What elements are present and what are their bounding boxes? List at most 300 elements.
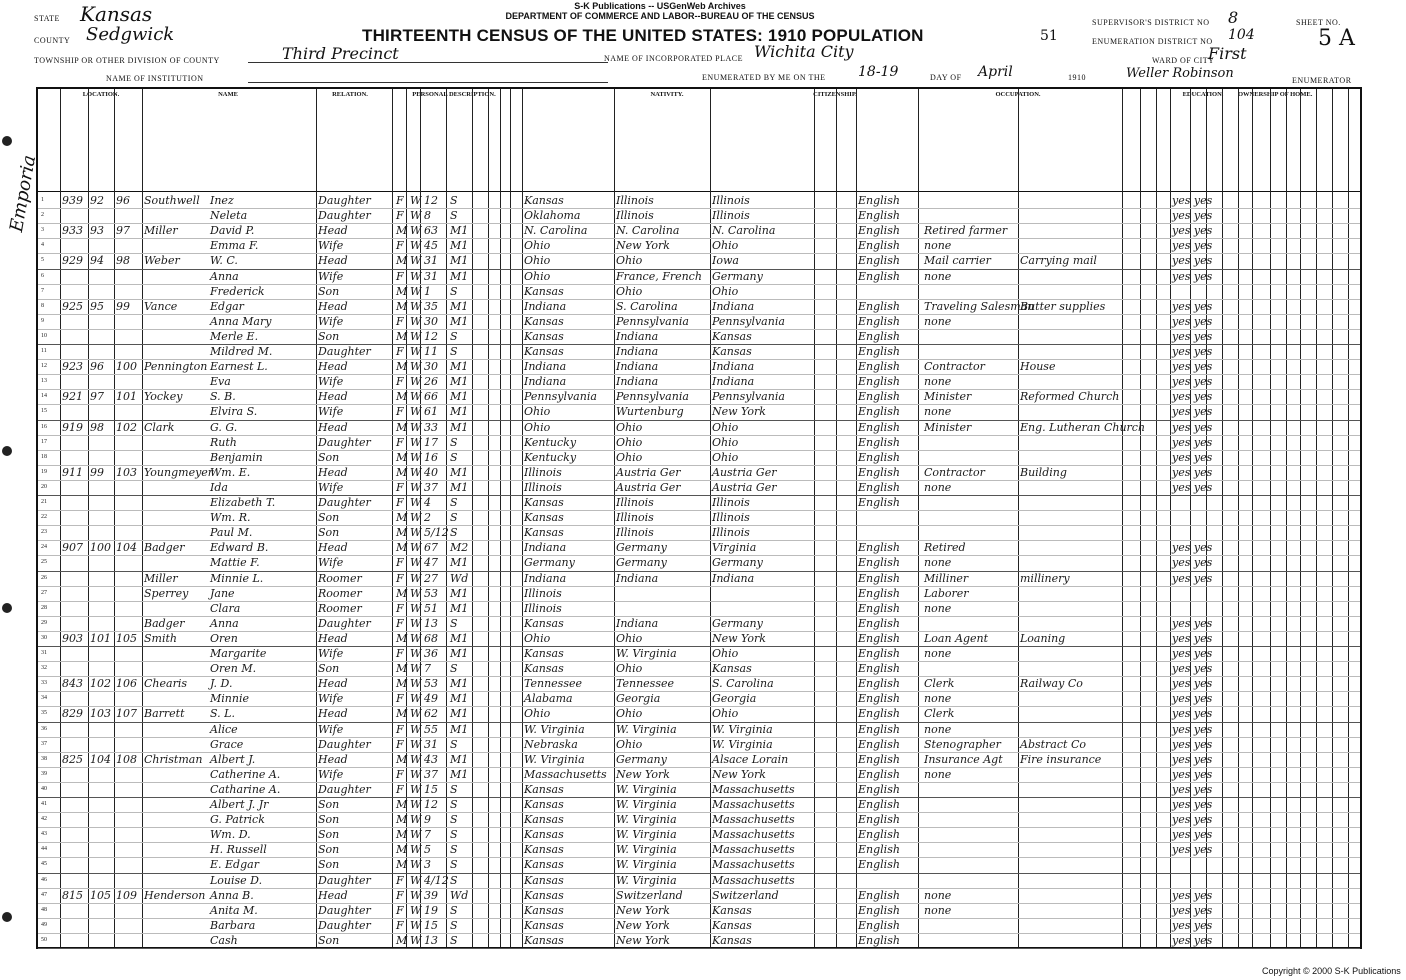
cell-age: 4/12 bbox=[424, 873, 449, 887]
cell-edu: yes yes bbox=[1172, 556, 1213, 570]
cell-lang: English bbox=[858, 299, 900, 313]
cell-edu: yes yes bbox=[1172, 798, 1213, 811]
header-education: EDUCATION. bbox=[1182, 91, 1224, 98]
cell-house: 921 bbox=[62, 390, 83, 404]
cell-lang: English bbox=[858, 918, 900, 932]
cell-age: 36 bbox=[424, 647, 438, 660]
sheet-corner-number: 51 bbox=[1040, 28, 1058, 44]
cell-lang: English bbox=[858, 858, 900, 872]
cell-pob: Kansas bbox=[524, 813, 564, 827]
cell-dwell: 105 bbox=[90, 888, 111, 902]
cell-fpob: Illinois bbox=[616, 496, 654, 509]
cell-edu: yes yes bbox=[1172, 390, 1213, 404]
line-number: 38 bbox=[41, 755, 47, 762]
cell-given: Margarite bbox=[210, 647, 267, 660]
cell-age: 26 bbox=[424, 375, 438, 389]
township-value: Third Precinct bbox=[282, 44, 399, 63]
cell-pob: Massachusetts bbox=[524, 767, 607, 781]
cell-sex: M bbox=[396, 662, 408, 676]
cell-race: W bbox=[410, 601, 422, 615]
cell-mpob: Pennsylvania bbox=[712, 390, 785, 404]
cell-occ: Loan Agent bbox=[924, 631, 989, 645]
cell-lang: English bbox=[858, 647, 900, 660]
cell-sex: F bbox=[396, 194, 404, 207]
cell-given: Wm. D. bbox=[210, 828, 251, 842]
cell-age: 47 bbox=[424, 556, 438, 570]
cell-pob: Oklahoma bbox=[524, 209, 581, 223]
cell-edu: yes yes bbox=[1172, 918, 1213, 932]
column-rule bbox=[488, 89, 489, 947]
cell-age: 67 bbox=[424, 541, 438, 555]
cell-fpob: S. Carolina bbox=[616, 299, 678, 313]
column-rule bbox=[88, 89, 89, 947]
cell-pob: Kansas bbox=[524, 496, 564, 509]
cell-surname: Smith bbox=[144, 631, 177, 645]
cell-ms: M1 bbox=[450, 631, 469, 645]
line-number: 41 bbox=[41, 801, 47, 807]
ward-label: WARD OF CITY bbox=[1152, 56, 1215, 65]
cell-race: W bbox=[410, 798, 422, 811]
cell-rel: Head bbox=[318, 707, 348, 721]
cell-ind: Butter supplies bbox=[1020, 299, 1106, 313]
cell-age: 31 bbox=[424, 269, 438, 283]
cell-lang: English bbox=[858, 662, 900, 676]
cell-rel: Wife bbox=[318, 722, 344, 736]
cell-occ: Stenographer bbox=[924, 737, 1001, 751]
cell-fpob: Ohio bbox=[616, 254, 643, 268]
cell-ms: M1 bbox=[450, 239, 469, 253]
cell-fpob: New York bbox=[616, 918, 670, 932]
cell-sex: F bbox=[396, 314, 404, 328]
line-number: 4 bbox=[41, 242, 44, 249]
cell-given: Neleta bbox=[210, 209, 248, 223]
cell-rel: Wife bbox=[318, 239, 344, 253]
copyright: Copyright © 2000 S-K Publications bbox=[1262, 966, 1401, 976]
cell-pob: Kansas bbox=[524, 345, 564, 358]
cell-race: W bbox=[410, 571, 422, 585]
cell-fam: 106 bbox=[116, 677, 137, 691]
header-relation: RELATION. bbox=[332, 91, 368, 98]
column-rule bbox=[142, 89, 143, 947]
cell-edu: yes yes bbox=[1172, 631, 1213, 645]
cell-sex: F bbox=[396, 873, 404, 887]
cell-given: Cash bbox=[210, 933, 238, 947]
state-value: Kansas bbox=[80, 2, 153, 26]
cell-fpob: Austria Ger bbox=[616, 465, 681, 479]
cell-mpob: New York bbox=[712, 405, 766, 419]
line-number: 2 bbox=[41, 212, 44, 219]
cell-pob: Indiana bbox=[524, 360, 567, 374]
cell-lang: English bbox=[858, 616, 900, 630]
cell-mpob: Indiana bbox=[712, 571, 755, 585]
cell-surname: Youngmeyer bbox=[144, 465, 214, 479]
cell-pob: Tennessee bbox=[524, 677, 582, 691]
cell-given: Louise D. bbox=[210, 873, 263, 887]
cell-given: Anna bbox=[210, 269, 239, 283]
cell-rel: Roomer bbox=[318, 601, 362, 615]
cell-lang: English bbox=[858, 677, 900, 691]
cell-occ: Contractor bbox=[924, 360, 985, 374]
cell-edu: yes yes bbox=[1172, 782, 1213, 796]
cell-age: 5 bbox=[424, 843, 431, 857]
cell-mpob: Austria Ger bbox=[712, 465, 777, 479]
cell-age: 45 bbox=[424, 239, 438, 253]
column-rule bbox=[614, 89, 615, 947]
cell-given: Catherine A. bbox=[210, 767, 281, 781]
enumerated-day: 18-19 bbox=[858, 64, 899, 80]
cell-pob: Kansas bbox=[524, 918, 564, 932]
cell-given: Oren bbox=[210, 631, 238, 645]
cell-mpob: Massachusetts bbox=[712, 798, 795, 811]
cell-rel: Wife bbox=[318, 269, 344, 283]
cell-pob: Kansas bbox=[524, 616, 564, 630]
cell-given: Jane bbox=[210, 586, 235, 600]
cell-sex: F bbox=[396, 692, 404, 706]
line-number: 13 bbox=[41, 378, 47, 385]
cell-rel: Head bbox=[318, 752, 348, 766]
cell-rel: Head bbox=[318, 677, 348, 691]
cell-mpob: Massachusetts bbox=[712, 843, 795, 857]
cell-rel: Daughter bbox=[318, 737, 371, 751]
cell-ms: M1 bbox=[450, 405, 469, 419]
cell-race: W bbox=[410, 767, 422, 781]
cell-edu: yes yes bbox=[1172, 767, 1213, 781]
column-rule bbox=[1270, 89, 1271, 947]
cell-rel: Wife bbox=[318, 556, 344, 570]
cell-ms: M1 bbox=[450, 224, 469, 238]
line-number: 26 bbox=[41, 574, 47, 581]
cell-fpob: Illinois bbox=[616, 194, 654, 207]
cell-sex: M bbox=[396, 390, 408, 404]
cell-race: W bbox=[410, 888, 422, 902]
cell-pob: Ohio bbox=[524, 405, 551, 419]
cell-given: Minnie L. bbox=[210, 571, 264, 585]
cell-mpob: Ohio bbox=[712, 647, 739, 660]
cell-pob: Kansas bbox=[524, 933, 564, 947]
line-number: 50 bbox=[41, 936, 47, 943]
cell-race: W bbox=[410, 541, 422, 555]
cell-fpob: Georgia bbox=[616, 692, 661, 706]
cell-age: 30 bbox=[424, 360, 438, 374]
cell-lang: English bbox=[858, 496, 900, 509]
cell-edu: yes yes bbox=[1172, 269, 1213, 283]
cell-sex: M bbox=[396, 828, 408, 842]
cell-fpob: W. Virginia bbox=[616, 858, 677, 872]
column-rule bbox=[856, 89, 857, 947]
cell-edu: yes yes bbox=[1172, 435, 1213, 449]
cell-race: W bbox=[410, 194, 422, 207]
column-rule bbox=[114, 89, 115, 947]
cell-pob: Kentucky bbox=[524, 435, 577, 449]
cell-surname: Miller bbox=[144, 571, 178, 585]
cell-ms: M1 bbox=[450, 299, 469, 313]
cell-ms: M1 bbox=[450, 722, 469, 736]
column-rule bbox=[1332, 89, 1333, 947]
cell-sex: M bbox=[396, 224, 408, 238]
cell-rel: Daughter bbox=[318, 782, 371, 796]
cell-age: 15 bbox=[424, 782, 438, 796]
cell-sex: M bbox=[396, 254, 408, 268]
ed-value: 104 bbox=[1228, 27, 1255, 43]
cell-given: Albert J. Jr bbox=[210, 798, 269, 811]
column-rule bbox=[1252, 89, 1253, 947]
cell-edu: yes yes bbox=[1172, 450, 1213, 464]
cell-age: 63 bbox=[424, 224, 438, 238]
cell-rel: Son bbox=[318, 450, 340, 464]
margin-note-ditto: Emporia bbox=[6, 153, 41, 234]
cell-dwell: 93 bbox=[90, 224, 104, 238]
cell-mpob: New York bbox=[712, 631, 766, 645]
cell-edu: yes yes bbox=[1172, 541, 1213, 555]
cell-lang: English bbox=[858, 586, 900, 600]
line-number: 5 bbox=[41, 257, 44, 264]
cell-house: 911 bbox=[62, 465, 83, 479]
cell-mpob: Indiana bbox=[712, 375, 755, 389]
cell-ms: S bbox=[450, 873, 458, 887]
cell-race: W bbox=[410, 722, 422, 736]
cell-lang: English bbox=[858, 767, 900, 781]
cell-edu: yes yes bbox=[1172, 254, 1213, 268]
cell-fpob: Indiana bbox=[616, 329, 659, 343]
cell-pob: Kansas bbox=[524, 662, 564, 676]
cell-sex: F bbox=[396, 737, 404, 751]
cell-mpob: Alsace Lorain bbox=[712, 752, 789, 766]
cell-rel: Daughter bbox=[318, 345, 371, 358]
enumerator-label: ENUMERATOR bbox=[1292, 76, 1352, 85]
cell-ind: Railway Co bbox=[1020, 677, 1083, 691]
ward-value: First bbox=[1208, 44, 1247, 63]
cell-pob: Illinois bbox=[524, 480, 562, 494]
cell-fpob: Ohio bbox=[616, 737, 643, 751]
line-number: 19 bbox=[41, 468, 47, 475]
cell-ind: Fire insurance bbox=[1020, 752, 1102, 766]
cell-house: 903 bbox=[62, 631, 83, 645]
column-rule bbox=[710, 89, 711, 947]
cell-ms: S bbox=[450, 345, 458, 358]
cell-edu: yes yes bbox=[1172, 903, 1213, 917]
cell-sex: F bbox=[396, 269, 404, 283]
cell-occ: Retired farmer bbox=[924, 224, 1008, 238]
cell-edu: yes yes bbox=[1172, 752, 1213, 766]
cell-pob: Ohio bbox=[524, 707, 551, 721]
cell-race: W bbox=[410, 903, 422, 917]
cell-dwell: 103 bbox=[90, 707, 111, 721]
cell-occ: Laborer bbox=[924, 586, 969, 600]
cell-rel: Head bbox=[318, 631, 348, 645]
cell-pob: Indiana bbox=[524, 541, 567, 555]
column-rule bbox=[60, 89, 61, 947]
cell-edu: yes yes bbox=[1172, 933, 1213, 947]
cell-lang: English bbox=[858, 375, 900, 389]
line-number: 48 bbox=[41, 906, 47, 913]
cell-lang: English bbox=[858, 888, 900, 902]
cell-rel: Son bbox=[318, 511, 340, 525]
cell-edu: yes yes bbox=[1172, 239, 1213, 253]
cell-given: Paul M. bbox=[210, 526, 253, 540]
cell-age: 12 bbox=[424, 194, 438, 207]
cell-pob: Kansas bbox=[524, 782, 564, 796]
cell-fam: 96 bbox=[116, 194, 130, 207]
cell-lang: English bbox=[858, 556, 900, 570]
cell-mpob: S. Carolina bbox=[712, 677, 774, 691]
cell-fpob: France, French bbox=[616, 269, 702, 283]
cell-given: G. G. bbox=[210, 420, 238, 434]
cell-sex: F bbox=[396, 601, 404, 615]
cell-fpob: Ohio bbox=[616, 450, 643, 464]
cell-ms: S bbox=[450, 450, 458, 464]
header-name: NAME bbox=[218, 91, 238, 98]
cell-race: W bbox=[410, 662, 422, 676]
cell-rel: Head bbox=[318, 390, 348, 404]
cell-pob: Kansas bbox=[524, 194, 564, 207]
cell-lang: English bbox=[858, 782, 900, 796]
cell-given: Grace bbox=[210, 737, 244, 751]
cell-mpob: Ohio bbox=[712, 435, 739, 449]
cell-lang: English bbox=[858, 254, 900, 268]
enumerated-label: ENUMERATED BY ME ON THE bbox=[702, 73, 826, 82]
cell-ms: M1 bbox=[450, 375, 469, 389]
cell-lang: English bbox=[858, 390, 900, 404]
cell-edu: yes yes bbox=[1172, 843, 1213, 857]
cell-race: W bbox=[410, 465, 422, 479]
line-number: 11 bbox=[41, 348, 47, 354]
cell-sex: M bbox=[396, 858, 408, 872]
cell-rel: Daughter bbox=[318, 903, 371, 917]
cell-race: W bbox=[410, 631, 422, 645]
cell-pob: Indiana bbox=[524, 375, 567, 389]
cell-ind: Loaning bbox=[1020, 631, 1066, 645]
county-label: COUNTY bbox=[34, 36, 71, 45]
cell-pob: Alabama bbox=[524, 692, 573, 706]
cell-mpob: Ohio bbox=[712, 420, 739, 434]
cell-sex: F bbox=[396, 435, 404, 449]
cell-pob: Kansas bbox=[524, 903, 564, 917]
row-rule bbox=[38, 948, 1360, 949]
cell-sex: M bbox=[396, 465, 408, 479]
cell-ms: M2 bbox=[450, 541, 469, 555]
year-suffix: 1910 bbox=[1068, 73, 1086, 82]
cell-mpob: W. Virginia bbox=[712, 722, 773, 736]
cell-mpob: Ohio bbox=[712, 284, 739, 298]
cell-lang: English bbox=[858, 269, 900, 283]
cell-race: W bbox=[410, 329, 422, 343]
cell-ms: M1 bbox=[450, 314, 469, 328]
cell-edu: yes yes bbox=[1172, 329, 1213, 343]
cell-ind: Reformed Church bbox=[1020, 390, 1120, 404]
cell-race: W bbox=[410, 677, 422, 691]
cell-given: Eva bbox=[210, 375, 231, 389]
cell-age: 2 bbox=[424, 511, 431, 525]
place-label: NAME OF INCORPORATED PLACE bbox=[604, 54, 744, 63]
header-citizenship: CITIZENSHIP. bbox=[813, 91, 857, 98]
cell-age: 17 bbox=[424, 435, 438, 449]
cell-age: 66 bbox=[424, 390, 438, 404]
cell-sex: M bbox=[396, 360, 408, 374]
cell-lang: English bbox=[858, 752, 900, 766]
cell-sex: M bbox=[396, 511, 408, 525]
cell-pob: Kansas bbox=[524, 798, 564, 811]
cell-race: W bbox=[410, 707, 422, 721]
cell-rel: Son bbox=[318, 858, 340, 872]
line-number: 23 bbox=[41, 529, 47, 536]
cell-surname: Henderson bbox=[144, 888, 206, 902]
cell-sex: F bbox=[396, 345, 404, 358]
cell-ms: S bbox=[450, 329, 458, 343]
cell-race: W bbox=[410, 616, 422, 630]
cell-rel: Head bbox=[318, 541, 348, 555]
cell-age: 37 bbox=[424, 767, 438, 781]
cell-age: 30 bbox=[424, 314, 438, 328]
cell-house: 929 bbox=[62, 254, 83, 268]
cell-age: 5/12 bbox=[424, 526, 449, 540]
cell-given: S. L. bbox=[210, 707, 235, 721]
township-underline bbox=[248, 62, 608, 63]
cell-rel: Son bbox=[318, 843, 340, 857]
cell-pob: Illinois bbox=[524, 465, 562, 479]
cell-fpob: Ohio bbox=[616, 707, 643, 721]
cell-race: W bbox=[410, 480, 422, 494]
cell-pob: Ohio bbox=[524, 239, 551, 253]
cell-lang: English bbox=[858, 843, 900, 857]
month-value: April bbox=[978, 64, 1013, 80]
cell-sex: M bbox=[396, 420, 408, 434]
township-label: TOWNSHIP OR OTHER DIVISION OF COUNTY bbox=[34, 56, 220, 65]
cell-sex: M bbox=[396, 450, 408, 464]
cell-sex: M bbox=[396, 933, 408, 947]
column-rule bbox=[392, 89, 393, 947]
header-personal-description: PERSONAL DESCRIPTION. bbox=[412, 91, 496, 98]
line-number: 47 bbox=[41, 891, 47, 898]
cell-ms: M1 bbox=[450, 767, 469, 781]
line-number: 46 bbox=[41, 876, 47, 883]
line-number: 45 bbox=[41, 861, 47, 868]
line-number: 24 bbox=[41, 544, 47, 551]
line-number: 32 bbox=[41, 665, 47, 672]
cell-race: W bbox=[410, 239, 422, 253]
line-number: 17 bbox=[41, 438, 47, 445]
cell-age: 37 bbox=[424, 480, 438, 494]
cell-house: 907 bbox=[62, 541, 83, 555]
cell-age: 53 bbox=[424, 677, 438, 691]
cell-pob: Indiana bbox=[524, 299, 567, 313]
cell-given: J. D. bbox=[210, 677, 233, 691]
cell-lang: English bbox=[858, 209, 900, 223]
column-rule bbox=[446, 89, 447, 947]
cell-pob: Kansas bbox=[524, 647, 564, 660]
cell-fam: 99 bbox=[116, 299, 130, 313]
cell-race: W bbox=[410, 782, 422, 796]
cell-fpob: W. Virginia bbox=[616, 647, 677, 660]
line-number: 37 bbox=[41, 740, 47, 747]
line-number: 36 bbox=[41, 725, 47, 732]
binder-hole bbox=[2, 912, 12, 922]
line-number: 39 bbox=[41, 770, 47, 777]
cell-age: 13 bbox=[424, 933, 438, 947]
cell-edu: yes yes bbox=[1172, 480, 1213, 494]
cell-pob: Germany bbox=[524, 556, 575, 570]
cell-occ: none bbox=[924, 647, 952, 660]
cell-fam: 108 bbox=[116, 752, 137, 766]
cell-lang: English bbox=[858, 360, 900, 374]
cell-fpob: Germany bbox=[616, 541, 667, 555]
cell-ms: S bbox=[450, 616, 458, 630]
cell-race: W bbox=[410, 586, 422, 600]
cell-ms: S bbox=[450, 903, 458, 917]
cell-race: W bbox=[410, 858, 422, 872]
cell-race: W bbox=[410, 375, 422, 389]
cell-rel: Son bbox=[318, 798, 340, 811]
cell-ind: Carrying mail bbox=[1020, 254, 1097, 268]
